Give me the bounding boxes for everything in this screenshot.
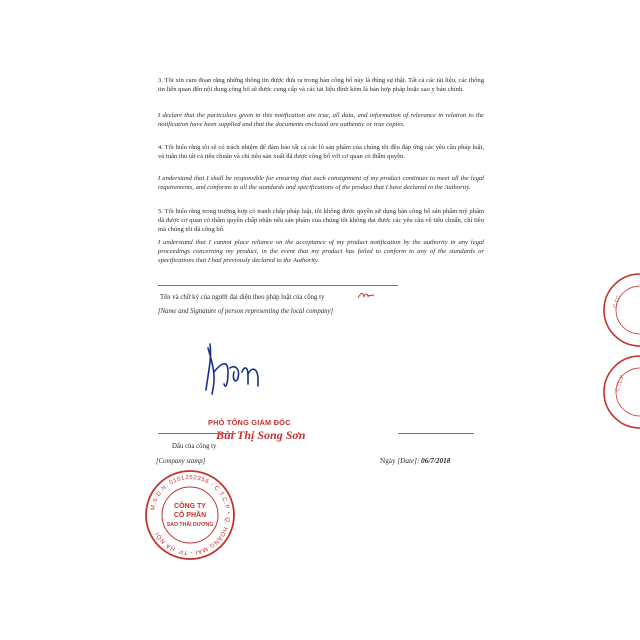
date-value: 06/7/2018	[421, 457, 451, 465]
partial-seal-top	[596, 270, 640, 350]
paragraph-4-en: I understand that I shall be responsible for ensuring that each consignment of my product continues to meet all the legal requirements, and conforms to all the standards and specifications of the product that I have declared to the Authority.	[158, 175, 484, 192]
svg-text:C.T.C: C.T.C	[612, 294, 623, 309]
initials-mark	[357, 290, 375, 300]
svg-text:C.T.C.P: C.T.C.P	[614, 374, 626, 393]
seal-line-2: CỔ PHẦN	[173, 512, 207, 519]
date-label-en: [Date]:	[397, 457, 420, 465]
paragraph-5-vi: 5. Tôi hiểu rằng trong trường hợp có tranh chấp pháp luật, tôi không được quyền sử dụng bản công bố sản phẩm mỹ phẩm đã được cơ quan có thẩm quyền chấp nhận nếu sản phẩm của chúng tôi không đạt được các yêu cầu về tiêu chuẩn, chỉ tiêu mà chúng tôi đã công bố.	[158, 208, 484, 234]
signature-label-vi: Tên và chữ ký của người đại diện theo pháp luật của công ty	[160, 294, 325, 301]
paragraph-4-vi: 4. Tôi hiểu rằng tôi sẽ có trách nhiệm để đảm bảo tất cả các lô sản phẩm của chúng tôi đều đáp ứng các yêu cầu pháp luật, và tuân thủ tất cả tiêu chuẩn và chỉ tiêu sản xuất đã được công bố với cơ quan có thẩm quyền.	[158, 144, 484, 161]
signatory-name: Bùi Thị Song Sơn	[216, 428, 306, 442]
date-prefix: Ngày	[380, 457, 396, 465]
stamp-label-en: [Company stamp]	[156, 458, 206, 465]
seal-line-3: SAO THÁI DƯƠNG	[166, 522, 214, 528]
signature-top-rule	[158, 285, 398, 286]
seal-ring-text: M.S.D.N: 0101252356 - C.T.C.P * Q. HOÀNG MAI - TP. HÀ NỘI	[150, 474, 231, 556]
stamp-label-vi: Dấu của công ty	[172, 443, 217, 450]
partial-seal-bottom	[596, 352, 640, 432]
date-rule	[398, 433, 474, 434]
handwritten-signature	[198, 338, 266, 400]
paragraph-5-en: I understand that I cannot place reliance on the acceptance of my product notification by the authority in any legal proceedings concerning my product, in the event that my product has failed to conform to any of the standards or specifications that I had previously declared to the Authority.	[158, 239, 484, 265]
seal-line-1: CÔNG TY	[174, 503, 206, 510]
paragraph-3-vi: 3. Tôi xin cam đoan rằng những thông tin được đưa ra trong bản công bố này là đúng sự thật. Tất cả các tài liệu, các thông tin liên quan đến nội dung công bố sẽ được cung cấp và các tài liệu đính kèm là bản hợp pháp hoặc sao y bản chính.	[158, 77, 484, 94]
signatory-title: PHÓ TỔNG GIÁM ĐỐC	[208, 418, 291, 427]
date-line	[380, 457, 450, 465]
stamp-rule	[158, 433, 236, 434]
signature-label-en: [Name and Signature of person representing the local company]	[158, 308, 334, 315]
paragraph-3-en: I declare that the particulars given in this notification are true, all data, and information of relevance in relation to the notification have been supplied and that the documents enclosed are authentic or true copies.	[158, 112, 484, 129]
company-seal	[143, 468, 237, 562]
